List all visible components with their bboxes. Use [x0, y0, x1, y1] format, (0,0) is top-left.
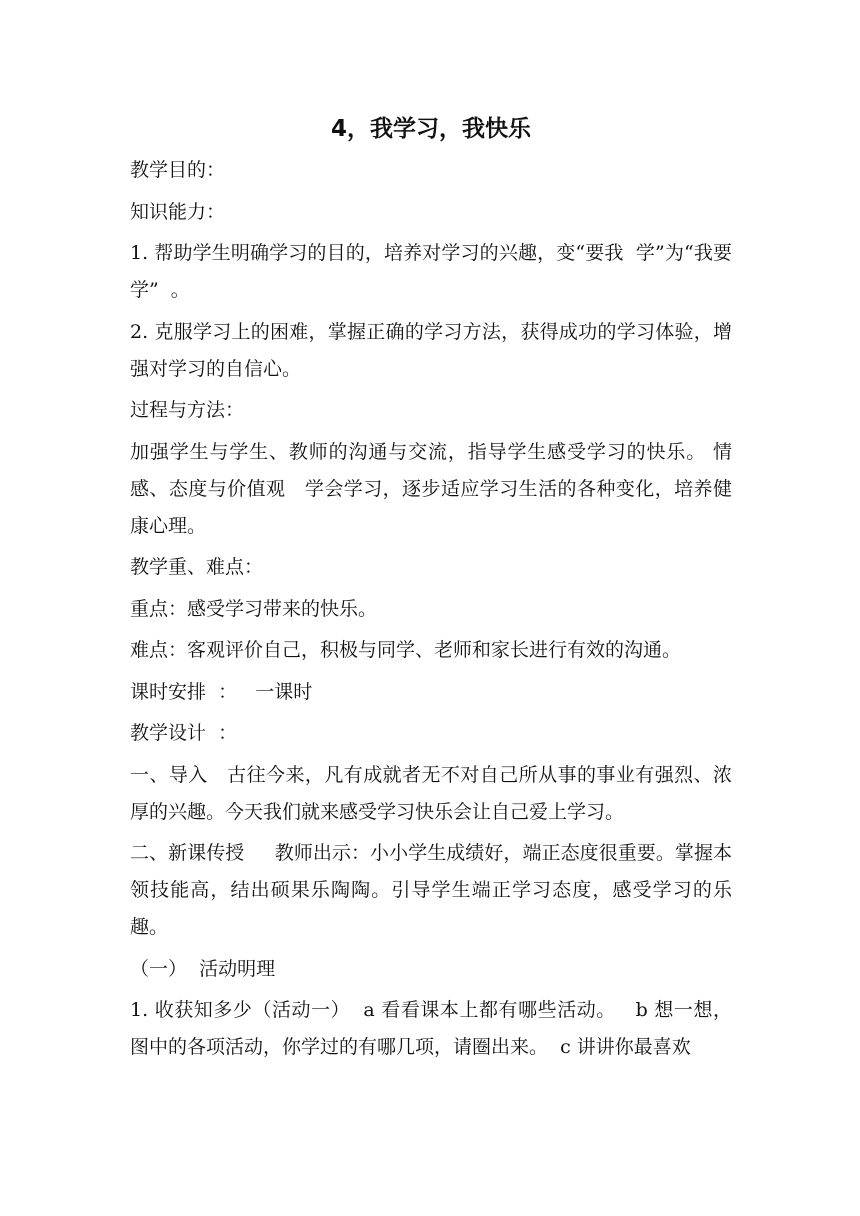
paragraph-teaching-purpose: 教学目的：	[130, 159, 226, 181]
paragraph-key-point: 重点：感受学习带来的快乐。	[130, 597, 378, 620]
paragraph-new-lesson: 二、新课传授 教师出示：小小学生成绩好，端正态度很重要。掌握本领技能高，结出硕果乐陶陶。引导学生端正学习态度，感受学习的乐趣。	[130, 842, 732, 938]
document-title: 4，我学习，我快乐	[330, 116, 531, 142]
document-body	[130, 110, 732, 1071]
paragraph-key-points-heading: 教学重、难点：	[130, 556, 264, 578]
paragraph-goal-2: 2. 克服学习上的困难，掌握正确的学习方法，获得成功的学习体验，增强对学习的自信心。	[130, 320, 732, 380]
paragraph-knowledge-ability: 知识能力：	[130, 200, 226, 223]
paragraph-difficult-point: 难点：客观评价自己，积极与同学、老师和家长进行有效的沟通。	[130, 639, 682, 661]
paragraph-activity-1: 1. 收获知多少（活动一） a 看看课本上都有哪些活动。 b 想一想，图中的各项活动，你学过的有哪几项，请圈出来。 c 讲讲你最喜欢	[130, 999, 732, 1058]
paragraph-introduction: 一、导入 古往今来，凡有成就者无不对自己所从事的事业有强烈、浓厚的兴趣。今天我们就来感受学习快乐会让自己爱上学习。	[130, 763, 732, 823]
paragraph-design-heading: 教学设计 ：	[130, 722, 238, 744]
paragraph-goal-1: 1. 帮助学生明确学习的目的，培养对学习的兴趣，变“要我 学”为“我要学” 。	[130, 242, 732, 301]
paragraph-schedule: 课时安排 ： 一课时	[130, 680, 313, 703]
paragraph-process-detail: 加强学生与学生、教师的沟通与交流，指导学生感受学习的快乐。 情感、态度与价值观 学会学习，逐步适应学习生活的各种变化，培养健康心理。	[130, 440, 732, 537]
paragraph-activity-heading: （一） 活动明理	[130, 957, 276, 980]
paragraph-process-method: 过程与方法：	[130, 399, 245, 421]
